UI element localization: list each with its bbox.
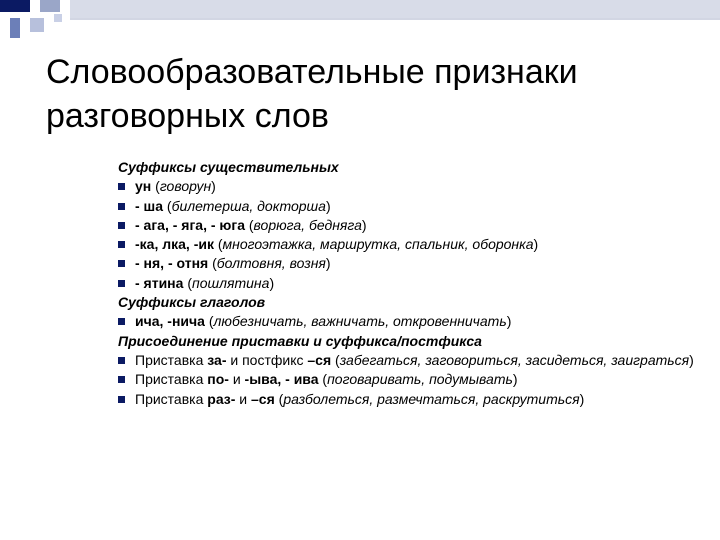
square-bullet-icon xyxy=(118,376,125,383)
list-item: - ятина (пошлятина) xyxy=(118,274,708,293)
title-line-1: Словообразовательные признаки xyxy=(46,53,578,91)
list-item: - ша (билетерша, докторша) xyxy=(118,197,708,216)
square-bullet-icon xyxy=(118,357,125,364)
list-item: -ка, лка, -ик (многоэтажка, маршрутка, спальник, оборонка) xyxy=(118,235,708,254)
square-bullet-icon xyxy=(118,318,125,325)
list-item: Приставка раз- и –ся (разболеться, размечтаться, раскрутиться) xyxy=(118,390,708,409)
section-heading: Присоединение приставки и суффикса/постфикса xyxy=(118,332,482,349)
list-item: - ня, - отня (болтовня, возня) xyxy=(118,254,708,273)
square-bullet-icon xyxy=(118,222,125,229)
slide-content xyxy=(118,158,708,409)
section-heading: Суффиксы глаголов xyxy=(118,294,266,311)
square-bullet-icon xyxy=(118,203,125,210)
square-bullet-icon xyxy=(118,260,125,267)
square-bullet-icon xyxy=(118,241,125,248)
square-bullet-icon xyxy=(118,396,125,403)
list-item: - ага, - яга, - юга (ворюга, бедняга) xyxy=(118,216,708,235)
list-item: ун (говорун) xyxy=(118,177,708,196)
list-item: ича, -ничa (любезничать, важничать, откровенничать) xyxy=(118,312,708,331)
section-heading: Суффиксы существительных xyxy=(118,159,339,175)
square-bullet-icon xyxy=(118,183,125,190)
slide-title xyxy=(46,50,706,138)
list-item: Приставка по- и -ыва, - ива (поговаривать, подумывать) xyxy=(118,370,708,389)
header-decoration xyxy=(0,0,720,40)
list-item: Приставка за- и постфикс –ся (забегаться, заговориться, засидеться, заиграться) xyxy=(118,351,708,370)
square-bullet-icon xyxy=(118,280,125,287)
title-line-2: разговорных слов xyxy=(46,97,329,135)
